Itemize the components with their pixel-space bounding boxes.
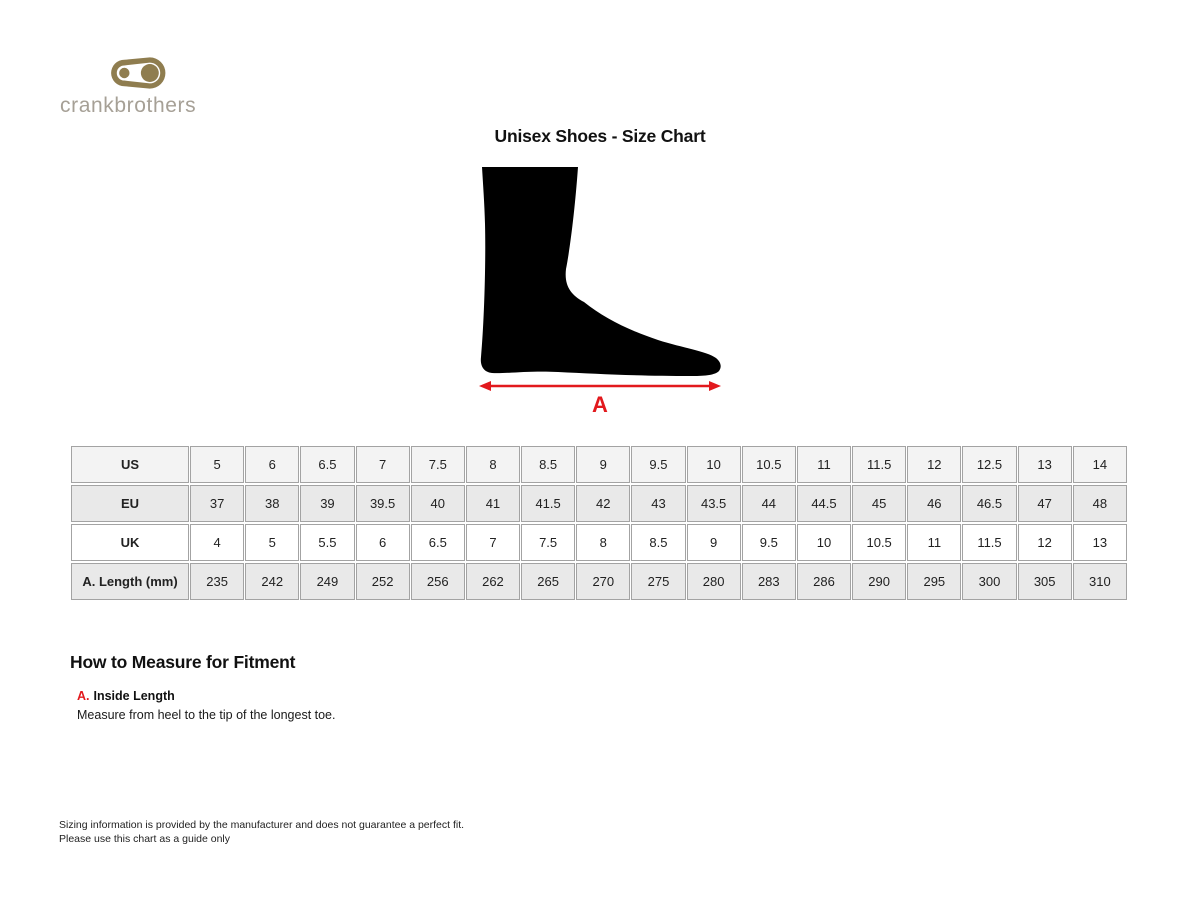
table-cell: 7 — [356, 446, 410, 483]
table-cell: 10 — [797, 524, 851, 561]
size-table-container — [70, 444, 1128, 602]
table-cell: 8 — [466, 446, 520, 483]
table-cell: 44.5 — [797, 485, 851, 522]
row-label: US — [71, 446, 189, 483]
measure-heading: How to Measure for Fitment — [70, 652, 296, 672]
measure-item-key: A. — [77, 689, 90, 703]
table-cell: 43 — [631, 485, 685, 522]
table-cell: 10.5 — [852, 524, 906, 561]
table-cell: 300 — [962, 563, 1016, 600]
table-row — [71, 563, 1127, 600]
table-cell: 252 — [356, 563, 410, 600]
table-cell: 249 — [300, 563, 354, 600]
table-cell: 9.5 — [631, 446, 685, 483]
table-cell: 12 — [907, 446, 961, 483]
row-label: EU — [71, 485, 189, 522]
table-cell: 39 — [300, 485, 354, 522]
table-cell: 280 — [687, 563, 741, 600]
table-cell: 44 — [742, 485, 796, 522]
table-cell: 45 — [852, 485, 906, 522]
table-cell: 5.5 — [300, 524, 354, 561]
length-arrow-label: A — [592, 392, 608, 417]
logo-small-dot — [119, 68, 129, 78]
size-table — [70, 444, 1128, 602]
table-cell: 295 — [907, 563, 961, 600]
table-cell: 305 — [1018, 563, 1072, 600]
table-cell: 275 — [631, 563, 685, 600]
table-cell: 6 — [356, 524, 410, 561]
table-cell: 43.5 — [687, 485, 741, 522]
table-cell: 47 — [1018, 485, 1072, 522]
table-cell: 265 — [521, 563, 575, 600]
table-cell: 38 — [245, 485, 299, 522]
table-cell: 5 — [190, 446, 244, 483]
table-cell: 4 — [190, 524, 244, 561]
page-title: Unisex Shoes - Size Chart — [494, 126, 706, 146]
table-cell: 11 — [797, 446, 851, 483]
table-cell: 46 — [907, 485, 961, 522]
table-cell: 9.5 — [742, 524, 796, 561]
foot-silhouette — [478, 164, 722, 379]
table-cell: 6.5 — [300, 446, 354, 483]
crankbrothers-logo-icon — [105, 56, 172, 90]
logo-large-dot — [140, 64, 158, 82]
disclaimer-line-2: Please use this chart as a guide only — [59, 833, 231, 846]
table-cell: 8.5 — [631, 524, 685, 561]
foot-measurement-figure — [478, 164, 722, 420]
table-cell: 40 — [411, 485, 465, 522]
table-cell: 12.5 — [962, 446, 1016, 483]
table-cell: 37 — [190, 485, 244, 522]
table-cell: 310 — [1073, 563, 1127, 600]
table-cell: 8 — [576, 524, 630, 561]
measure-description: Measure from heel to the tip of the longest toe. — [77, 708, 336, 722]
table-cell: 270 — [576, 563, 630, 600]
table-cell: 9 — [687, 524, 741, 561]
measure-item — [77, 689, 335, 703]
table-row — [71, 524, 1127, 561]
table-cell: 283 — [742, 563, 796, 600]
table-cell: 242 — [245, 563, 299, 600]
table-cell: 5 — [245, 524, 299, 561]
table-cell: 48 — [1073, 485, 1127, 522]
table-cell: 42 — [576, 485, 630, 522]
table-cell: 13 — [1018, 446, 1072, 483]
table-cell: 7 — [466, 524, 520, 561]
table-cell: 262 — [466, 563, 520, 600]
table-row — [71, 485, 1127, 522]
table-cell: 10 — [687, 446, 741, 483]
table-row — [71, 446, 1127, 483]
disclaimer-line-1: Sizing information is provided by the manufacturer and does not guarantee a perfect fit. — [59, 819, 465, 831]
table-cell: 8.5 — [521, 446, 575, 483]
table-cell: 286 — [797, 563, 851, 600]
disclaimer — [59, 818, 464, 846]
table-cell: 7.5 — [411, 446, 465, 483]
arrow-head-right — [709, 381, 721, 391]
measure-section — [70, 652, 335, 722]
table-cell: 41.5 — [521, 485, 575, 522]
table-cell: 11.5 — [852, 446, 906, 483]
length-arrow — [478, 379, 722, 393]
table-cell: 9 — [576, 446, 630, 483]
table-cell: 11.5 — [962, 524, 1016, 561]
table-cell: 10.5 — [742, 446, 796, 483]
table-cell: 14 — [1073, 446, 1127, 483]
table-cell: 12 — [1018, 524, 1072, 561]
table-cell: 11 — [907, 524, 961, 561]
table-cell: 235 — [190, 563, 244, 600]
table-cell: 39.5 — [356, 485, 410, 522]
table-cell: 46.5 — [962, 485, 1016, 522]
table-cell: 6 — [245, 446, 299, 483]
row-label: UK — [71, 524, 189, 561]
size-table-body — [71, 446, 1127, 600]
table-cell: 7.5 — [521, 524, 575, 561]
table-cell: 290 — [852, 563, 906, 600]
arrow-head-left — [479, 381, 491, 391]
table-cell: 41 — [466, 485, 520, 522]
table-cell: 256 — [411, 563, 465, 600]
measure-item-label: Inside Length — [93, 689, 175, 703]
row-label: A. Length (mm) — [71, 563, 189, 600]
table-cell: 6.5 — [411, 524, 465, 561]
brand-name: crankbrothers — [60, 94, 197, 117]
table-cell: 13 — [1073, 524, 1127, 561]
brand-header — [60, 56, 216, 118]
